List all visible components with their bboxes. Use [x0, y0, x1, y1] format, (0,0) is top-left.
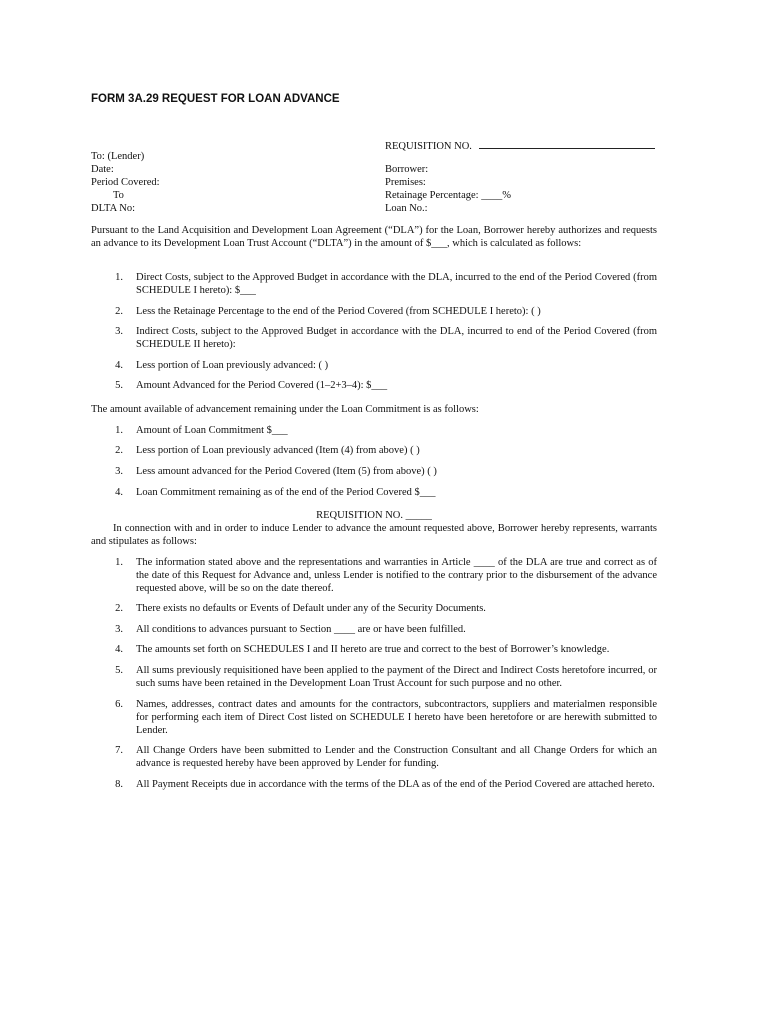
- right-field-borrower: Borrower:: [385, 164, 429, 175]
- item-text: Loan Commitment remaining as of the end of the Period Covered $___: [136, 487, 436, 498]
- item-number: 3.: [115, 326, 123, 337]
- left-field-to: To: [113, 190, 124, 201]
- item-text: The amounts set forth on SCHEDULES I and II hereto are true and correct to the best of Borrower’s knowledge.: [136, 644, 610, 655]
- item-text: Less the Retainage Percentage to the end of the Period Covered (from SCHEDULE I hereto): ( ): [136, 306, 541, 317]
- requisition-number-blank[interactable]: [479, 138, 655, 149]
- item-number: 2.: [115, 445, 123, 456]
- item-number: 4.: [115, 487, 123, 498]
- form-title: FORM 3A.29 REQUEST FOR LOAN ADVANCE: [91, 93, 340, 105]
- commitment-intro: The amount available of advancement remaining under the Loan Commitment is as follows:: [91, 404, 479, 415]
- item-number: 6.: [115, 699, 123, 710]
- item-number: 5.: [115, 665, 123, 676]
- item-text: All Payment Receipts due in accordance with the terms of the DLA as of the end of the Period Covered are attached hereto.: [136, 779, 655, 790]
- right-field-retainage: Retainage Percentage: ____%: [385, 190, 511, 201]
- right-field-premises: Premises:: [385, 177, 426, 188]
- item-number: 3.: [115, 624, 123, 635]
- item-text: Names, addresses, contract dates and amounts for the contractors, subcontractors, suppliers and materialmen responsible for performing each item of Direct Cost listed on SCHEDULE I hereto have been heretofore or are herewith submitted to Lender.: [136, 699, 657, 736]
- item-text: The information stated above and the representations and warranties in Article ____ of the DLA are true and correct as of the date of this Request for Advance and, unless Lender is notified to the contrary prior to the disbursement of the advance requested above, will be so on the date thereof.: [136, 557, 657, 594]
- requisition-number-mid: REQUISITION NO. _____: [316, 510, 432, 521]
- item-text: All sums previously requisitioned have been applied to the payment of the Direct and Indirect Costs heretofore incurred, or such sums have been retained in the Development Loan Trust Account for such purpose and no other.: [136, 665, 657, 689]
- item-number: 1.: [115, 425, 123, 436]
- left-field-lender: To: (Lender): [91, 151, 145, 162]
- item-number: 2.: [115, 306, 123, 317]
- item-text: Amount Advanced for the Period Covered (1–2+3–4): $___: [136, 380, 388, 391]
- left-field-dlta-no: DLTA No:: [91, 203, 135, 214]
- item-text: Less portion of Loan previously advanced (Item (4) from above) ( ): [136, 445, 420, 456]
- item-number: 1.: [115, 557, 123, 568]
- item-text: Indirect Costs, subject to the Approved Budget in accordance with the DLA, incurred to end of the Period Covered (from SCHEDULE II hereto):: [136, 326, 657, 350]
- item-number: 8.: [115, 779, 123, 790]
- item-text: All Change Orders have been submitted to Lender and the Construction Consultant and all Change Orders for which an advance is requested hereby have been approved by Lender for funding.: [136, 745, 657, 769]
- requisition-number-header: [385, 138, 655, 153]
- item-text: Amount of Loan Commitment $___: [136, 425, 288, 436]
- item-text: All conditions to advances pursuant to Section ____ are or have been fulfilled.: [136, 624, 466, 635]
- item-number: 4.: [115, 360, 123, 371]
- item-text: Less amount advanced for the Period Covered (Item (5) from above) ( ): [136, 466, 437, 477]
- intro-paragraph: Pursuant to the Land Acquisition and Development Loan Agreement (“DLA”) for the Loan, Borrower hereby authorizes and requests an advance to its Development Loan Trust Account (“DLTA”) in the amount of $___, which is calculated as follows:: [91, 225, 657, 249]
- item-number: 2.: [115, 603, 123, 614]
- representations-intro: In connection with and in order to induce Lender to advance the amount requested above, Borrower hereby represents, warrants and stipulates as follows:: [91, 523, 657, 547]
- item-number: 1.: [115, 272, 123, 283]
- left-field-period-covered: Period Covered:: [91, 177, 160, 188]
- item-number: 3.: [115, 466, 123, 477]
- left-field-date: Date:: [91, 164, 114, 175]
- requisition-label: REQUISITION NO.: [385, 141, 472, 152]
- item-text: There exists no defaults or Events of Default under any of the Security Documents.: [136, 603, 486, 614]
- item-number: 5.: [115, 380, 123, 391]
- item-number: 7.: [115, 745, 123, 756]
- item-text: Direct Costs, subject to the Approved Budget in accordance with the DLA, incurred to the end of the Period Covered (from SCHEDULE I hereto): $___: [136, 272, 657, 296]
- item-number: 4.: [115, 644, 123, 655]
- right-field-loan-no: Loan No.:: [385, 203, 428, 214]
- item-text: Less portion of Loan previously advanced: ( ): [136, 360, 329, 371]
